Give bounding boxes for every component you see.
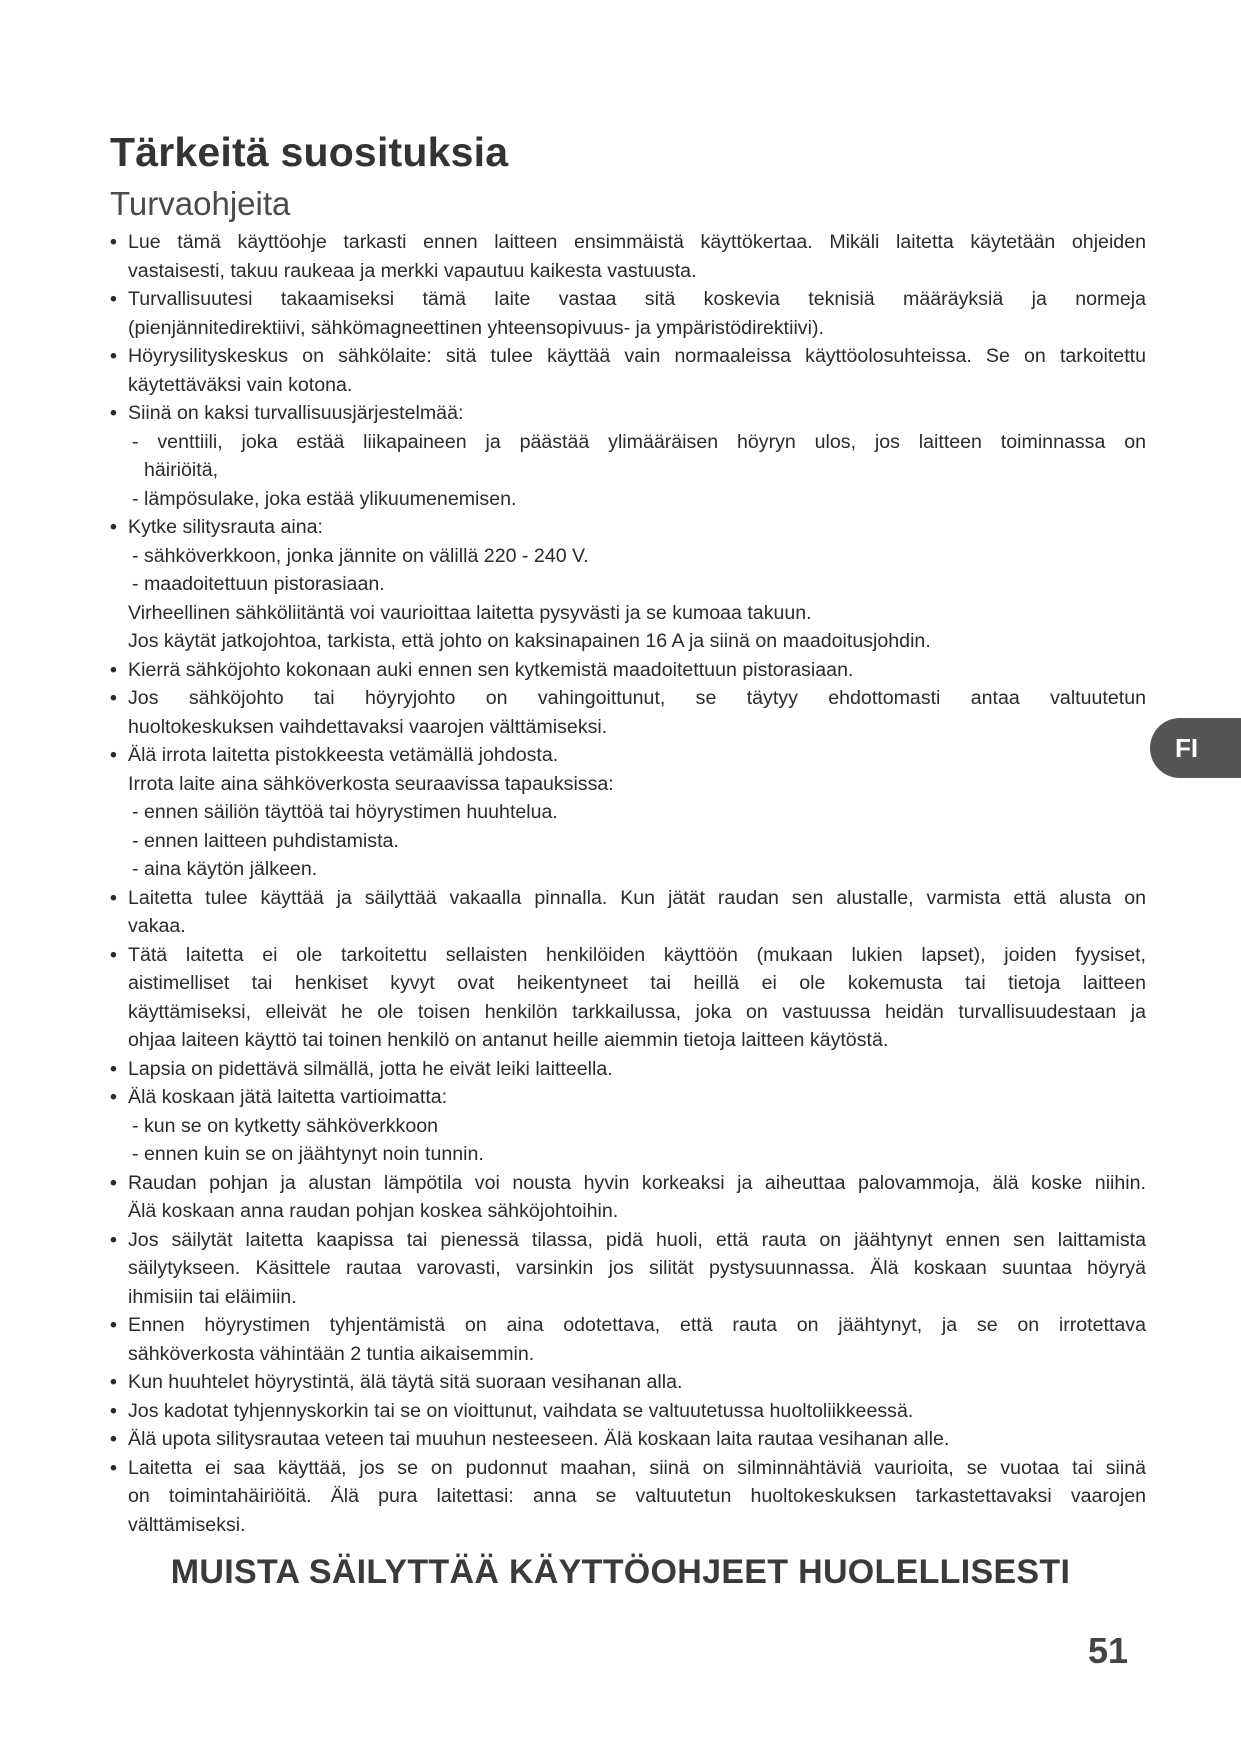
bullet-text: Ennen höyrystimen tyhjentämistä on aina odotettava, että rauta on jäähtynyt, ja se on irrotettava: [128, 1314, 1146, 1336]
bullet-icon: •: [110, 1371, 117, 1393]
bullet-icon: •: [110, 231, 117, 253]
bullet-icon: •: [110, 402, 117, 424]
bullet-item: [110, 513, 1146, 542]
sub-item: - ennen laitteen puhdistamista.: [132, 829, 399, 852]
continuation-line: käyttämiseksi, elleivät he ole toisen henkilön tarkkailussa, joka on vastuussa heidän turvallisuudestaan ja: [128, 1000, 1146, 1023]
continuation-line: häiriöitä,: [144, 459, 219, 481]
bullet-icon: •: [110, 1057, 117, 1080]
language-tab: FI: [1150, 718, 1241, 778]
sub-item: - ennen säiliön täyttöä tai höyrystimen huuhtelua.: [132, 801, 558, 823]
bullet-text: Siinä on kaksi turvallisuusjärjestelmää:: [128, 402, 464, 424]
bullet-text: Turvallisuutesi takaamiseksi tämä laite vastaa sitä koskevia teknisiä määräyksiä ja normeja: [128, 288, 1146, 310]
bullet-text: Jos säilytät laitetta kaapissa tai pienessä tilassa, pidä huoli, että rauta on jäähtynyt ennen sen laittamista: [128, 1228, 1146, 1251]
continuation-line: (pienjännitedirektiivi, sähkömagneettinen yhteensopivuus- ja ympäristödirektiivi).: [128, 316, 824, 339]
continuation-line: ihmisiin tai eläimiin.: [128, 1285, 297, 1308]
bullet-icon: •: [110, 1399, 117, 1422]
sub-item: - aina käytön jälkeen.: [132, 858, 318, 880]
footer-title: MUISTA SÄILYTTÄÄ KÄYTTÖOHJEET HUOLELLISESTI: [170, 1553, 1071, 1591]
continuation-line: välttämiseksi.: [128, 1513, 246, 1536]
bullet-item: [110, 741, 1146, 770]
sub-item: - lämpösulake, joka estää ylikuumenemisen.: [132, 487, 517, 510]
bullet-icon: •: [110, 516, 117, 538]
bullet-icon: •: [110, 1228, 117, 1251]
continuation-line: ohjaa laiteen käyttö tai toinen henkilö on antanut heille aiemmin tietoja laitteen käytöstä.: [128, 1029, 889, 1051]
bullet-text: Älä irrota laitetta pistokkeesta vetämällä johdosta.: [128, 744, 559, 766]
continuation-line: Irrota laite aina sähköverkosta seuraavissa tapauksissa:: [128, 772, 614, 795]
bullet-icon: •: [110, 1171, 117, 1194]
continuation-line: käytettäväksi vain kotona.: [128, 373, 353, 396]
bullet-item: [110, 941, 1146, 970]
bullet-icon: •: [110, 288, 117, 310]
bullet-item: [110, 1169, 1146, 1198]
continuation-line: Virheellinen sähköliitäntä voi vaurioittaa laitetta pysyvästi ja se kumoaa takuun.: [128, 601, 812, 624]
bullet-icon: •: [110, 345, 117, 367]
bullet-text: Jos kadotat tyhjennyskorkin tai se on vioittunut, vaihdata se valtuutetussa huoltoliikkeessä.: [128, 1399, 914, 1422]
continuation-line: vakaa.: [128, 915, 186, 937]
bullet-item: [110, 1397, 1146, 1426]
bullet-icon: •: [110, 943, 117, 966]
bullet-item: [110, 1226, 1146, 1255]
continuation-line: aistimelliset tai henkiset kyvyt ovat heikentyneet tai heillä ei ole kokemusta tai tietoja laitteen: [128, 972, 1146, 994]
bullet-text: Älä upota silitysrautaa veteen tai muuhun nesteeseen. Älä koskaan laita rautaa vesihanan alle.: [128, 1428, 950, 1450]
bullet-item: [110, 1055, 1146, 1084]
bullet-item: [110, 399, 1146, 428]
continuation-line: Älä koskaan anna raudan pohjan koskea sähköjohtoihin.: [128, 1200, 619, 1222]
page-title: Tärkeitä suosituksia: [110, 129, 509, 175]
continuation-line: sähköverkosta vähintään 2 tuntia aikaisemmin.: [128, 1342, 535, 1365]
bullet-item: [110, 1311, 1146, 1340]
sub-item: - kun se on kytketty sähköverkkoon: [132, 1114, 439, 1137]
bullet-item: [110, 684, 1146, 713]
bullet-item: [110, 1425, 1146, 1454]
sub-item: - maadoitettuun pistorasiaan.: [132, 573, 385, 595]
bullet-text: Kierrä sähköjohto kokonaan auki ennen sen kytkemistä maadoitettuun pistorasiaan.: [128, 658, 854, 681]
bullet-item: [110, 884, 1146, 913]
continuation-line: vastaisesti, takuu raukeaa ja merkki vapautuu kaikesta vastuusta.: [128, 259, 697, 282]
bullet-icon: •: [110, 744, 117, 766]
bullet-text: Laitetta ei saa käyttää, jos se on pudonnut maahan, siinä on silminnähtäviä vaurioita, se vuotaa tai siinä: [128, 1456, 1146, 1479]
bullet-text: Laitetta tulee käyttää ja säilyttää vakaalla pinnalla. Kun jätät raudan sen alustalle, varmista että alusta on: [128, 886, 1146, 909]
sub-item: - venttiili, joka estää liikapaineen ja päästää ylimääräisen höyryn ulos, jos laitteen toiminnassa on: [132, 430, 1146, 453]
content-area: [110, 128, 1146, 1539]
bullet-text: Kun huuhtelet höyrystintä, älä täytä sitä suoraan vesihanan alla.: [128, 1371, 683, 1393]
bullet-icon: •: [110, 1314, 117, 1336]
bullet-icon: •: [110, 1456, 117, 1479]
safety-instructions-list: [110, 228, 1146, 1539]
page-number: 51: [1088, 1630, 1129, 1671]
continuation-line: säilytykseen. Käsittele rautaa varovasti, varsinkin jos silität pystysuunnassa. Älä koskaan suuntaa höyryä: [128, 1257, 1146, 1279]
bullet-icon: •: [110, 687, 117, 709]
bullet-text: Älä koskaan jätä laitetta vartioimatta:: [128, 1086, 448, 1108]
bullet-item: [110, 342, 1146, 371]
bullet-icon: •: [110, 658, 117, 681]
sub-item: - sähköverkkoon, jonka jännite on välillä 220 - 240 V.: [132, 544, 589, 567]
bullet-item: [110, 656, 1146, 685]
bullet-text: Tätä laitetta ei ole tarkoitettu sellaisten henkilöiden käyttöön (mukaan lukien lapset), joiden fyysiset,: [128, 943, 1146, 966]
bullet-text: Lue tämä käyttöohje tarkasti ennen laitteen ensimmäistä käyttökertaa. Mikäli laitetta käytetään ohjeiden: [128, 231, 1146, 253]
bullet-item: [110, 285, 1146, 314]
bullet-text: Jos sähköjohto tai höyryjohto on vahingoittunut, se täytyy ehdottomasti antaa valtuutetun: [128, 687, 1146, 709]
bullet-icon: •: [110, 1428, 117, 1450]
bullet-icon: •: [110, 1086, 117, 1108]
sub-item: - ennen kuin se on jäähtynyt noin tunnin.: [132, 1143, 484, 1165]
continuation-line: Jos käytät jatkojohtoa, tarkista, että johto on kaksinapainen 16 A ja siinä on maadoitusjohdin.: [128, 630, 931, 652]
bullet-text: Kytke silitysrauta aina:: [128, 516, 323, 538]
bullet-text: Lapsia on pidettävä silmällä, jotta he eivät leiki laitteella.: [128, 1057, 613, 1080]
continuation-line: huoltokeskuksen vaihdettavaksi vaarojen välttämiseksi.: [128, 715, 608, 738]
bullet-item: [110, 1083, 1146, 1112]
bullet-text: Höyrysilityskeskus on sähkölaite: sitä tulee käyttää vain normaaleissa käyttöolosuhteissa. Se on tarkoitettu: [128, 345, 1146, 367]
bullet-item: [110, 228, 1146, 257]
bullet-item: [110, 1454, 1146, 1483]
bullet-text: Raudan pohjan ja alustan lämpötila voi nousta hyvin korkeaksi ja aiheuttaa palovammoja, älä koske niihin.: [128, 1171, 1146, 1194]
continuation-line: on toimintahäiriöitä. Älä pura laitettasi: anna se valtuutetun huoltokeskuksen tarkastettavaksi vaarojen: [128, 1485, 1146, 1507]
bullet-icon: •: [110, 886, 117, 909]
bullet-item: [110, 1368, 1146, 1397]
section-subtitle: Turvaohjeita: [110, 185, 291, 222]
